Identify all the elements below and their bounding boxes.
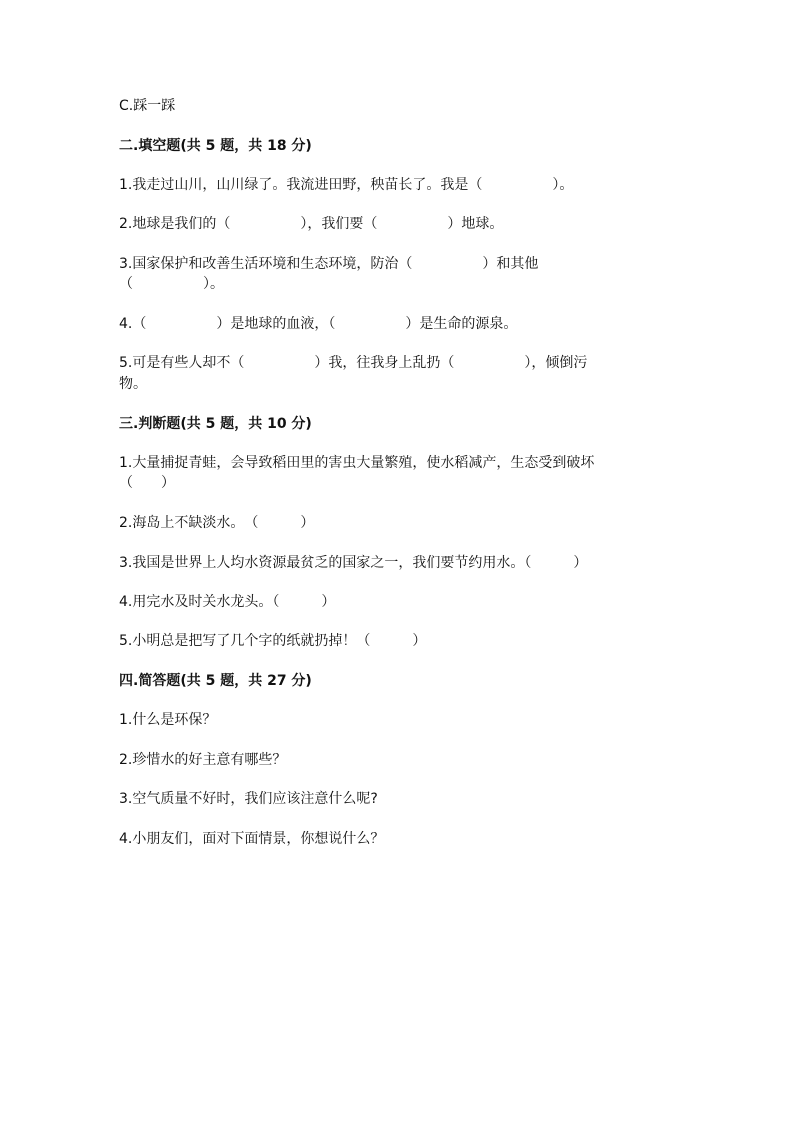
- fill-blank-question-2: 2.地球是我们的（ ），我们要（ ）地球。: [119, 216, 504, 232]
- short-answer-question-4: 4.小朋友们，面对下面情景，你想说什么？: [119, 831, 385, 847]
- short-answer-question-1: 1.什么是环保？: [119, 712, 217, 728]
- section-fill-blank-title: 二.填空题(共 5 题，共 18 分): [119, 138, 312, 154]
- fill-blank-question-3-line-2: （ ）。: [119, 276, 224, 292]
- true-false-question-4: 4.用完水及时关水龙头。（ ）: [119, 594, 336, 610]
- section-short-answer-title: 四.简答题(共 5 题，共 27 分): [119, 673, 312, 689]
- true-false-question-2: 2.海岛上不缺淡水。 （ ）: [119, 515, 315, 531]
- fill-blank-question-1: 1.我走过山川，山川绿了。我流进田野，秧苗长了。我是（ ）。: [119, 177, 574, 193]
- true-false-question-5: 5.小明总是把写了几个字的纸就扔掉！（ ）: [119, 633, 427, 649]
- fill-blank-question-3-line-1: 3.国家保护和改善生活环境和生态环境，防治（ ）和其他: [119, 256, 539, 272]
- true-false-question-1-line-2: （ ）: [119, 475, 175, 491]
- short-answer-question-2: 2.珍惜水的好主意有哪些？: [119, 752, 287, 768]
- section-true-false-title: 三.判断题(共 5 题，共 10 分): [119, 416, 312, 432]
- fill-blank-question-5-line-2: 物。: [119, 376, 147, 392]
- short-answer-question-3: 3.空气质量不好时，我们应该注意什么呢?: [119, 791, 378, 807]
- fill-blank-question-4: 4.（ ）是地球的血液，（ ）是生命的源泉。: [119, 316, 518, 332]
- fill-blank-question-5-line-1: 5.可是有些人却不（ ）我，往我身上乱扔（ ），倾倒污: [119, 355, 588, 371]
- true-false-question-3: 3.我国是世界上人均水资源最贫乏的国家之一，我们要节约用水。（ ）: [119, 555, 588, 571]
- option-c: C.踩一踩: [119, 98, 176, 114]
- true-false-question-1-line-1: 1.大量捕捉青蛙，会导致稻田里的害虫大量繁殖，使水稻减产，生态受到破坏: [119, 455, 595, 471]
